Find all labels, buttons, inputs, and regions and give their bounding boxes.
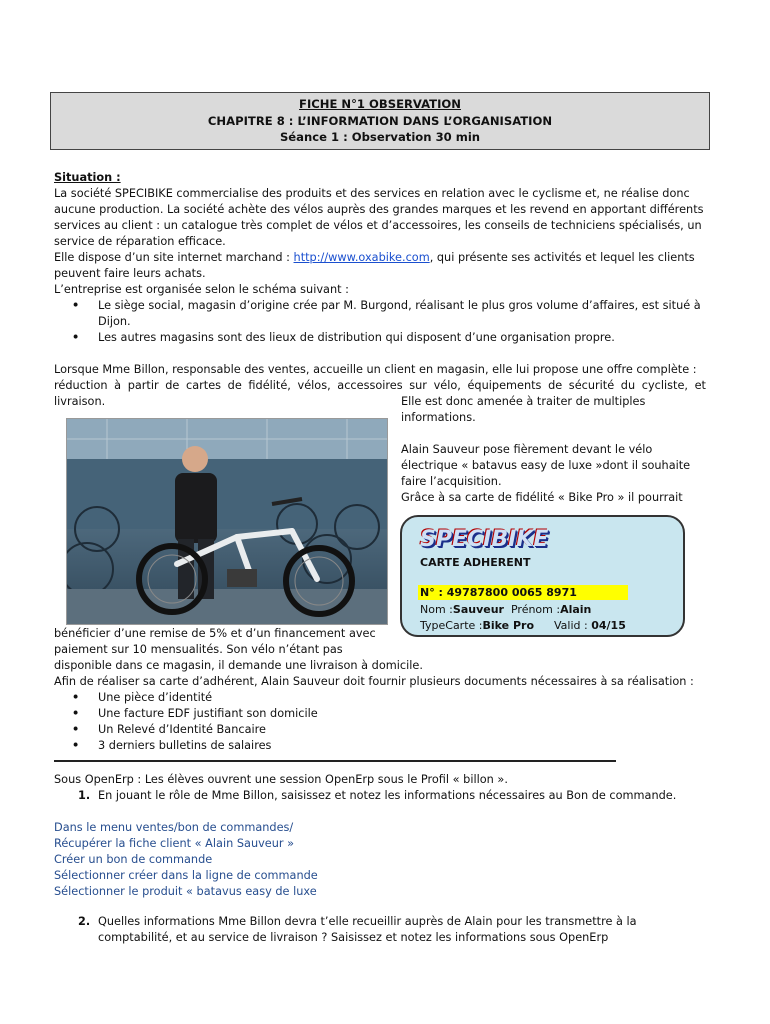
situation-line: service de réparation efficace. <box>54 235 226 248</box>
card-type: TypeCarte :Bike Pro Valid : 04/15 <box>420 619 626 632</box>
step-line: Sélectionner le produit « batavus easy de luxe <box>54 885 317 898</box>
card-title: CARTE ADHERENT <box>420 556 531 569</box>
title-box <box>50 92 710 150</box>
situation-heading: Situation : <box>54 171 121 184</box>
website-link[interactable]: http://www.oxabike.com <box>293 251 430 264</box>
card-number: N° : 49787800 0065 8971 <box>418 585 628 600</box>
step-line: Récupérer la fiche client « Alain Sauveur » <box>54 837 295 850</box>
member-card <box>400 515 685 637</box>
step-line: Dans le menu ventes/bon de commandes/ <box>54 821 294 834</box>
specibike-logo: SPECIBIKE <box>420 527 549 552</box>
bike-photo-icon <box>67 419 387 624</box>
story-line: paiement sur 10 mensualités. Son vélo n’étant pas <box>54 643 343 656</box>
story-line: réduction à partir de cartes de fidélité, vélos, accessoires sur vélo, équipements de sécurité du cycliste, et livraison. <box>54 379 706 409</box>
question-2: 2. Quelles informations Mme Billon devra t’elle recueillir auprès de Alain pour les transmettre à la comptabilité, et au service de livraison ? Saisissez et notez les informations sous OpenErp <box>78 915 637 945</box>
story-line: Elle est donc amenée à traiter de multiples <box>401 395 646 408</box>
card-holder: Nom :Sauveur Prénom :Alain <box>420 603 592 616</box>
story-line: Alain Sauveur pose fièrement devant le vélo <box>401 443 653 456</box>
situation-line: services au client : un catalogue très complet de vélos et d’accessoires, les conseils de techniciens spécialisés, un <box>54 219 702 232</box>
story-line: faire l’acquisition. <box>401 475 502 488</box>
situation-line: La société SPECIBIKE commercialise des produits et des services en relation avec le cyclisme et, ne réalise donc <box>54 187 690 200</box>
story-line: informations. <box>401 411 476 424</box>
story-line: Lorsque Mme Billon, responsable des ventes, accueille un client en magasin, elle lui propose une offre complète : <box>54 363 697 376</box>
story-line: Grâce à sa carte de fidélité « Bike Pro » il pourrait <box>401 491 683 504</box>
step-line: Créer un bon de commande <box>54 853 213 866</box>
story-line: disponible dans ce magasin, il demande une livraison à domicile. <box>54 659 423 672</box>
openerp-intro: Sous OpenErp : Les élèves ouvrent une session OpenErp sous le Profil « billon ». <box>54 773 508 786</box>
situation-line: L’entreprise est organisée selon le schéma suivant : <box>54 283 349 296</box>
session-title: Séance 1 : Observation 30 min <box>279 130 481 144</box>
chapter-title: CHAPITRE 8 : L’INFORMATION DANS L’ORGANISATION <box>207 113 553 128</box>
story-line: Afin de réaliser sa carte d’adhérent, Alain Sauveur doit fournir plusieurs documents nécessaires à sa réalisation : <box>54 675 694 688</box>
story-line: bénéficier d’une remise de 5% et d’un financement avec <box>54 627 376 640</box>
divider <box>54 760 616 762</box>
customer-bike-photo <box>66 418 388 625</box>
website-line: Elle dispose d’un site internet marchand : http://www.oxabike.com, qui présente ses activités et lequel les clients <box>54 251 695 264</box>
story-line: électrique « batavus easy de luxe »dont il souhaite <box>401 459 691 472</box>
step-line: Sélectionner créer dans la ligne de commande <box>54 869 318 882</box>
sheet-title: FICHE N°1 OBSERVATION <box>299 97 461 111</box>
list-item: • Le siège social, magasin d’origine crée par M. Burgond, réalisant le plus gros volume d’affaires, est situé à Dijon. <box>72 299 701 329</box>
situation-line: peuvent faire leurs achats. <box>54 267 206 280</box>
situation-line: aucune production. La société achète des vélos auprès des grandes marques et les revend en apportant différents <box>54 203 704 216</box>
